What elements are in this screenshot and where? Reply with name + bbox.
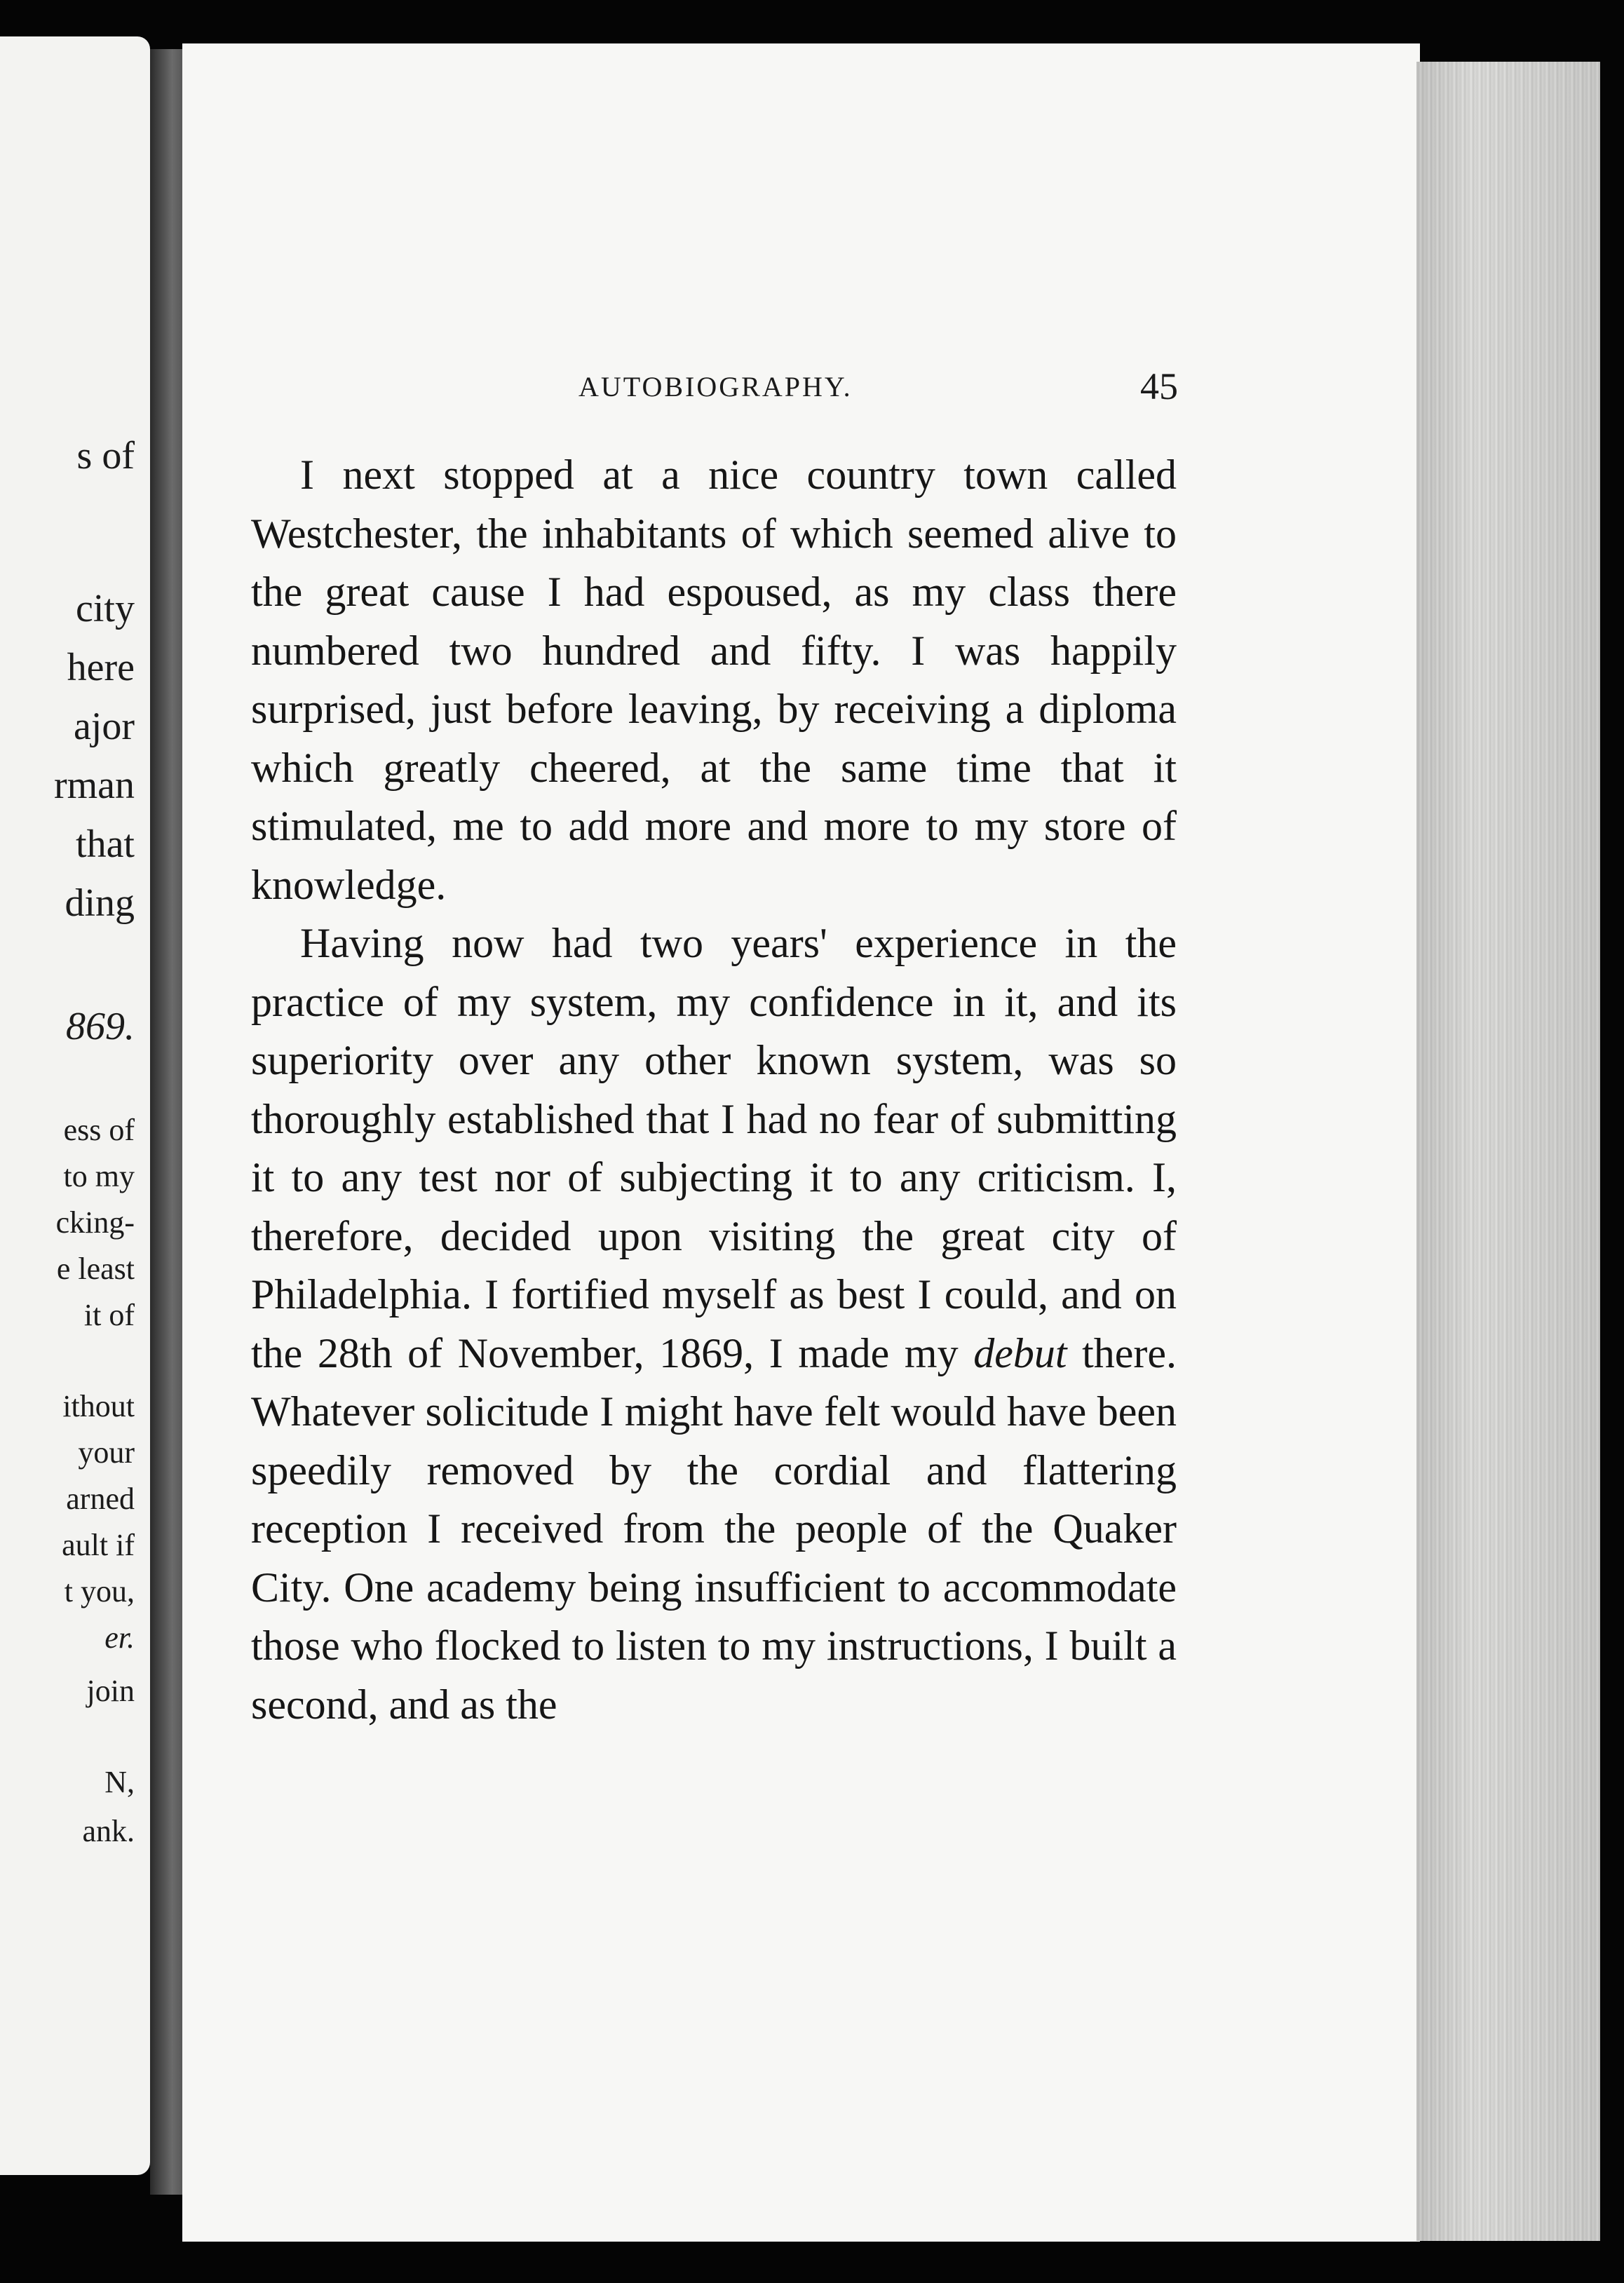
paragraph: I next stopped at a nice country town called Westchester, the inhabitants of which seemed alive to the great cause I had espoused, as my class there numbered two hundred and fifty. I was happily surprised, just before leaving, by receiving a diploma which greatly cheered, at the same time that it stimulated, me to add more and more to my store of knowledge.	[251, 452, 1177, 908]
left-fragment: ess of	[63, 1113, 135, 1147]
left-fragment: N,	[104, 1765, 135, 1799]
left-fragment: er.	[104, 1620, 135, 1655]
left-fragment: ank.	[82, 1814, 135, 1848]
left-fragment: ajor	[73, 705, 135, 748]
running-head: AUTOBIOGRAPHY.	[578, 371, 853, 402]
paragraph-text: there. Whatever solicitude I might have felt would have been speedily removed by the cordial and flattering reception I received from the people of the Quaker City. One academy being insufficient to accommodate those who flocked to listen to my instructions, I built a second, and as the	[251, 1329, 1177, 1728]
left-fragment: 869.	[66, 1005, 135, 1048]
page-number: 45	[1140, 365, 1178, 407]
paragraph-text: Having now had two years' experience in the practice of my system, my confidence in it, and its superiority over any other known system, was so thoroughly established that I had no fear of submitting it to any test nor of subjecting it to any criticism. I, therefore, decided upon visiting the great city of Philadelphia. I fortified myself as best I could, and on the 28th of November, 1869, I made my	[251, 920, 1177, 1376]
left-fragment: s of	[76, 434, 135, 477]
italic-word: debut	[973, 1329, 1067, 1376]
left-fragment: ithout	[62, 1389, 135, 1423]
left-fragment: t you,	[64, 1574, 135, 1608]
left-facing-page	[0, 36, 150, 2175]
left-fragment: to my	[63, 1159, 135, 1193]
paragraph	[251, 914, 1177, 1734]
page-edges	[1416, 62, 1600, 2241]
left-fragment: e least	[56, 1252, 135, 1286]
left-fragment: ding	[65, 881, 135, 925]
left-fragment: your	[78, 1435, 135, 1470]
left-fragment: here	[67, 646, 135, 689]
left-fragment: rman	[53, 764, 135, 807]
left-fragment: city	[76, 587, 135, 630]
left-fragment: ault if	[62, 1528, 135, 1562]
left-fragment: it of	[83, 1298, 135, 1332]
left-fragment: that	[76, 822, 135, 866]
left-fragment: arned	[66, 1482, 135, 1516]
body-text	[251, 446, 1177, 1734]
left-fragment: join	[86, 1674, 135, 1708]
left-fragment: cking-	[55, 1205, 135, 1240]
